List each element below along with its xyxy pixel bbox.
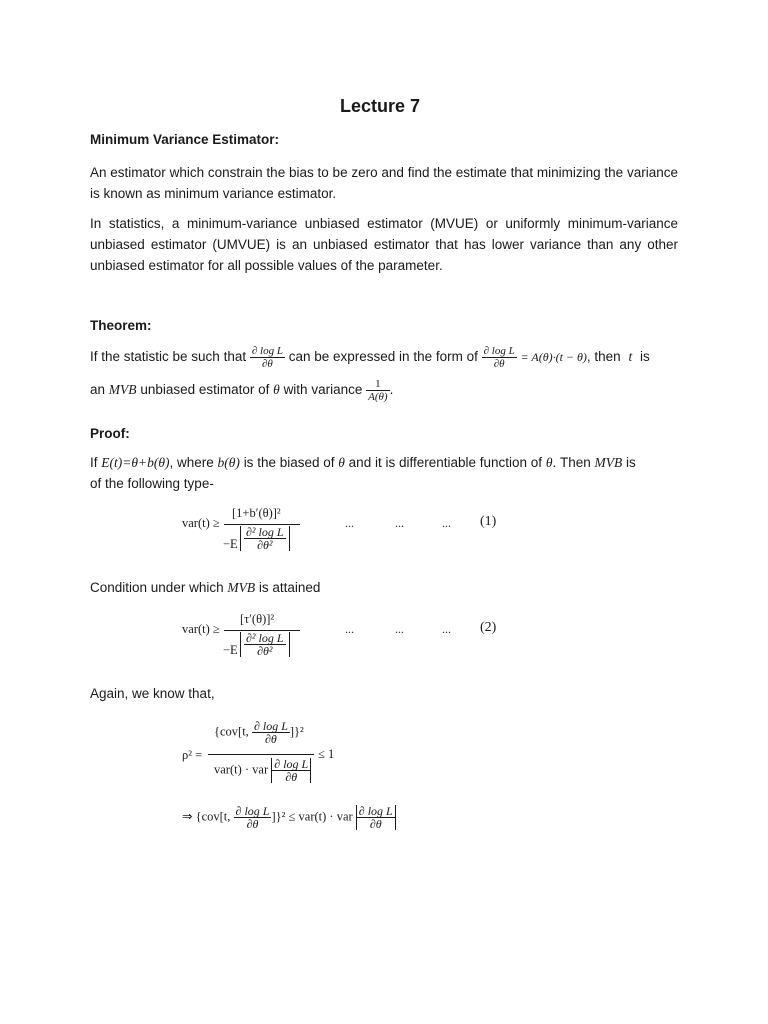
proof-line-1: If E(t)=θ+b(θ), where b(θ) is the biased of θ and it is differentiable function of θ. Then MVB is — [90, 455, 636, 470]
t-symbol: t — [628, 349, 633, 365]
dlogL-fraction: $\frac{\text{∂ log L}}{\partial\theta}$ — [483, 345, 515, 370]
eq2-lhs: var(t) ≥ — [182, 622, 220, 636]
condition-line: Condition under which MVB is attained — [90, 580, 321, 595]
dlogL-fraction: $\frac{\text{∂ log L}}{\partial\theta}$ — [251, 345, 283, 370]
eq1-numerator: [1+b′(θ)]² — [232, 506, 281, 520]
dots: ... — [442, 622, 451, 636]
dots: ... — [345, 516, 354, 530]
page-title: Lecture 7 — [339, 96, 421, 116]
theorem-heading: Theorem: — [90, 318, 152, 333]
eq2-minus-e: −E — [223, 643, 238, 657]
theorem-line-1: If the statistic be such that $\frac{\text{∂ log L}}{\partial\theta}$ can be expressed in the form of $\frac{\text{∂ log L}}{\partial\theta}$ = A(θ)·(t − θ), then t is — [90, 345, 650, 370]
bias-symbol: b(θ) — [217, 455, 240, 470]
equation-number-2: (2) — [480, 620, 497, 635]
theorem-text: If the statistic be such that — [90, 349, 247, 365]
theorem-text: can be expressed in the form of — [288, 349, 478, 365]
dots: ... — [442, 516, 451, 530]
paragraph-definition: An estimator which constrain the bias to be zero and find the estimate that minimizing the variance is known as minimum variance estimator. — [90, 165, 678, 201]
eq1-minus-e: −E — [223, 537, 238, 551]
eq1-bracket: $\frac{\text{∂² log L}}{\text{∂θ²}}$ — [240, 526, 290, 551]
dots: ... — [395, 622, 404, 636]
variance-fraction: $\frac{1}{A(\theta)}$ — [368, 378, 388, 403]
rho-lhs: ρ² = — [182, 748, 203, 762]
expectation: E(t)=θ+b(θ) — [101, 455, 170, 470]
dots: ... — [345, 622, 354, 636]
mvb-symbol: MVB — [108, 382, 137, 398]
rho-numerator: {cov[t, $\frac{\text{∂ log L}}{\partial\theta}$ ]}² — [214, 719, 304, 746]
form-rhs: = A(θ)·(t − θ) — [520, 350, 587, 365]
implication-line: ⇒ {cov[t, $\frac{\text{∂ log L}}{\partial\theta}$ ]}² ≤ var(t) · var $\frac{\text{∂ log L}}{\partial\theta}$ — [182, 805, 396, 830]
section-heading-mve: Minimum Variance Estimator: — [90, 132, 280, 147]
theta-symbol: θ — [273, 382, 280, 398]
eq2-bracket: $\frac{\text{∂² log L}}{\text{∂θ²}}$ — [240, 632, 290, 657]
rho-denominator: var(t) · var $\frac{\text{∂ log L}}{\partial\theta}$ — [214, 758, 311, 783]
proof-heading: Proof: — [90, 426, 130, 441]
theorem-line-2: an MVB unbiased estimator of θ with variance $\frac{1}{A(\theta)}$ . — [90, 378, 394, 403]
proof-line-2: of the following type- — [90, 476, 214, 491]
rho-le-one: ≤ 1 — [318, 747, 335, 761]
equation-number-1: (1) — [480, 514, 497, 529]
eq1-lhs: var(t) ≥ — [182, 516, 220, 530]
paragraph-mvue: In statistics, a minimum-variance unbiased estimator (MVUE) or uniformly minimum-variance unbiased estimator (UMVUE) is an unbiased estimator that has lower variance than any other unbiased estimator for all possible values of the parameter. — [90, 216, 678, 273]
again-line: Again, we know that, — [90, 686, 215, 701]
rho-fraction-bar — [208, 754, 314, 755]
eq2-numerator: [τ′(θ)]² — [240, 612, 275, 626]
dots: ... — [395, 516, 404, 530]
